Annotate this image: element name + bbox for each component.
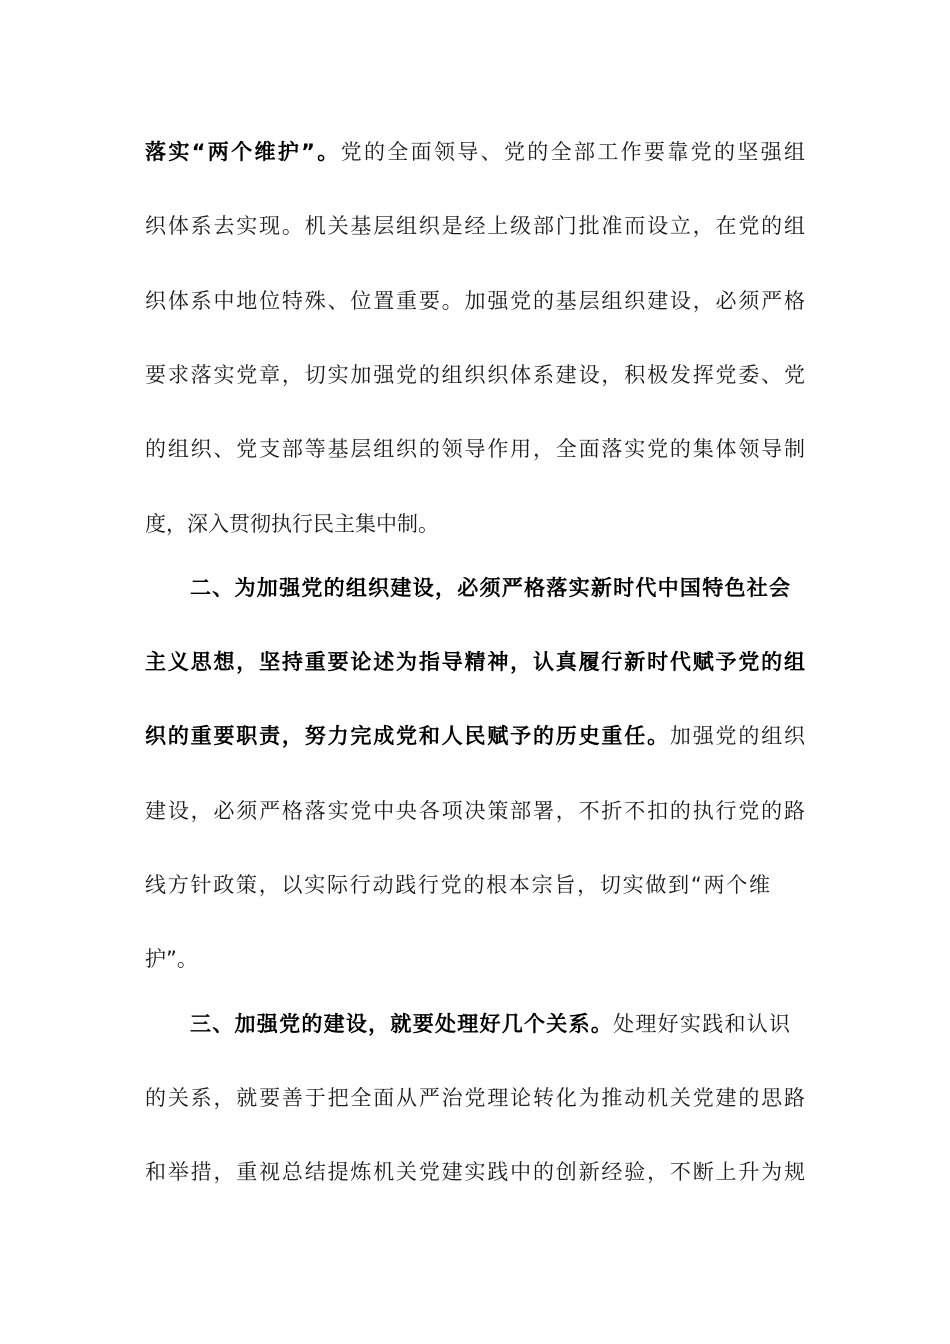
p3-line-1-text: 处理好实践和认识 <box>613 1012 791 1036</box>
p2-line-4: 建设，必须严格落实党中央各项决策部署，不折不扣的执行党的路 <box>145 799 805 823</box>
p3-line-1 <box>190 1009 790 1039</box>
p1-line-6: 度，深入贯彻执行民主集中制。 <box>145 512 439 536</box>
p1-line-3: 织体系中地位特殊、位置重要。加强党的基层组织建设，必须严格 <box>145 289 805 313</box>
p1-line-5: 的组织、党支部等基层组织的领导作用，全面落实党的集体领导制 <box>145 437 805 461</box>
p3-line-2: 的关系，就要善于把全面从严治党理论转化为推动机关党建的思路 <box>145 1086 805 1110</box>
p2-line-1: 二、为加强党的组织建设，必须严格落实新时代中国特色社会 <box>190 576 790 600</box>
p3-bold-lead: 三、加强党的建设，就要处理好几个关系。 <box>190 1012 614 1036</box>
p1-line-1-text: 党的全面领导、党的全部工作要靠党的坚强组 <box>340 140 805 164</box>
p2-line-3 <box>145 721 805 751</box>
p2-line-3-text: 加强党的组织 <box>669 724 806 748</box>
p2-bold-tail: 织的重要职责，努力完成党和人民赋予的历史重任。 <box>145 724 670 748</box>
p2-line-2: 主义思想，坚持重要论述为指导精神，认真履行新时代赋予党的组 <box>145 650 805 674</box>
p1-line-2: 织体系去实现。机关基层组织是经上级部门批准而设立，在党的组 <box>145 214 805 238</box>
p1-bold-lead: 落实“两个维护”。 <box>145 140 341 164</box>
p1-line-1 <box>145 137 805 167</box>
p1-line-4: 要求落实党章，切实加强党的组织织体系建设，积极发挥党委、党 <box>145 363 805 387</box>
p2-line-6: 护”。 <box>145 947 198 971</box>
p2-line-5: 线方针政策，以实际行动践行党的根本宗旨，切实做到“两个维 <box>145 873 770 897</box>
p3-line-3: 和举措，重视总结提炼机关党建实践中的创新经验，不断上升为规 <box>145 1160 805 1184</box>
